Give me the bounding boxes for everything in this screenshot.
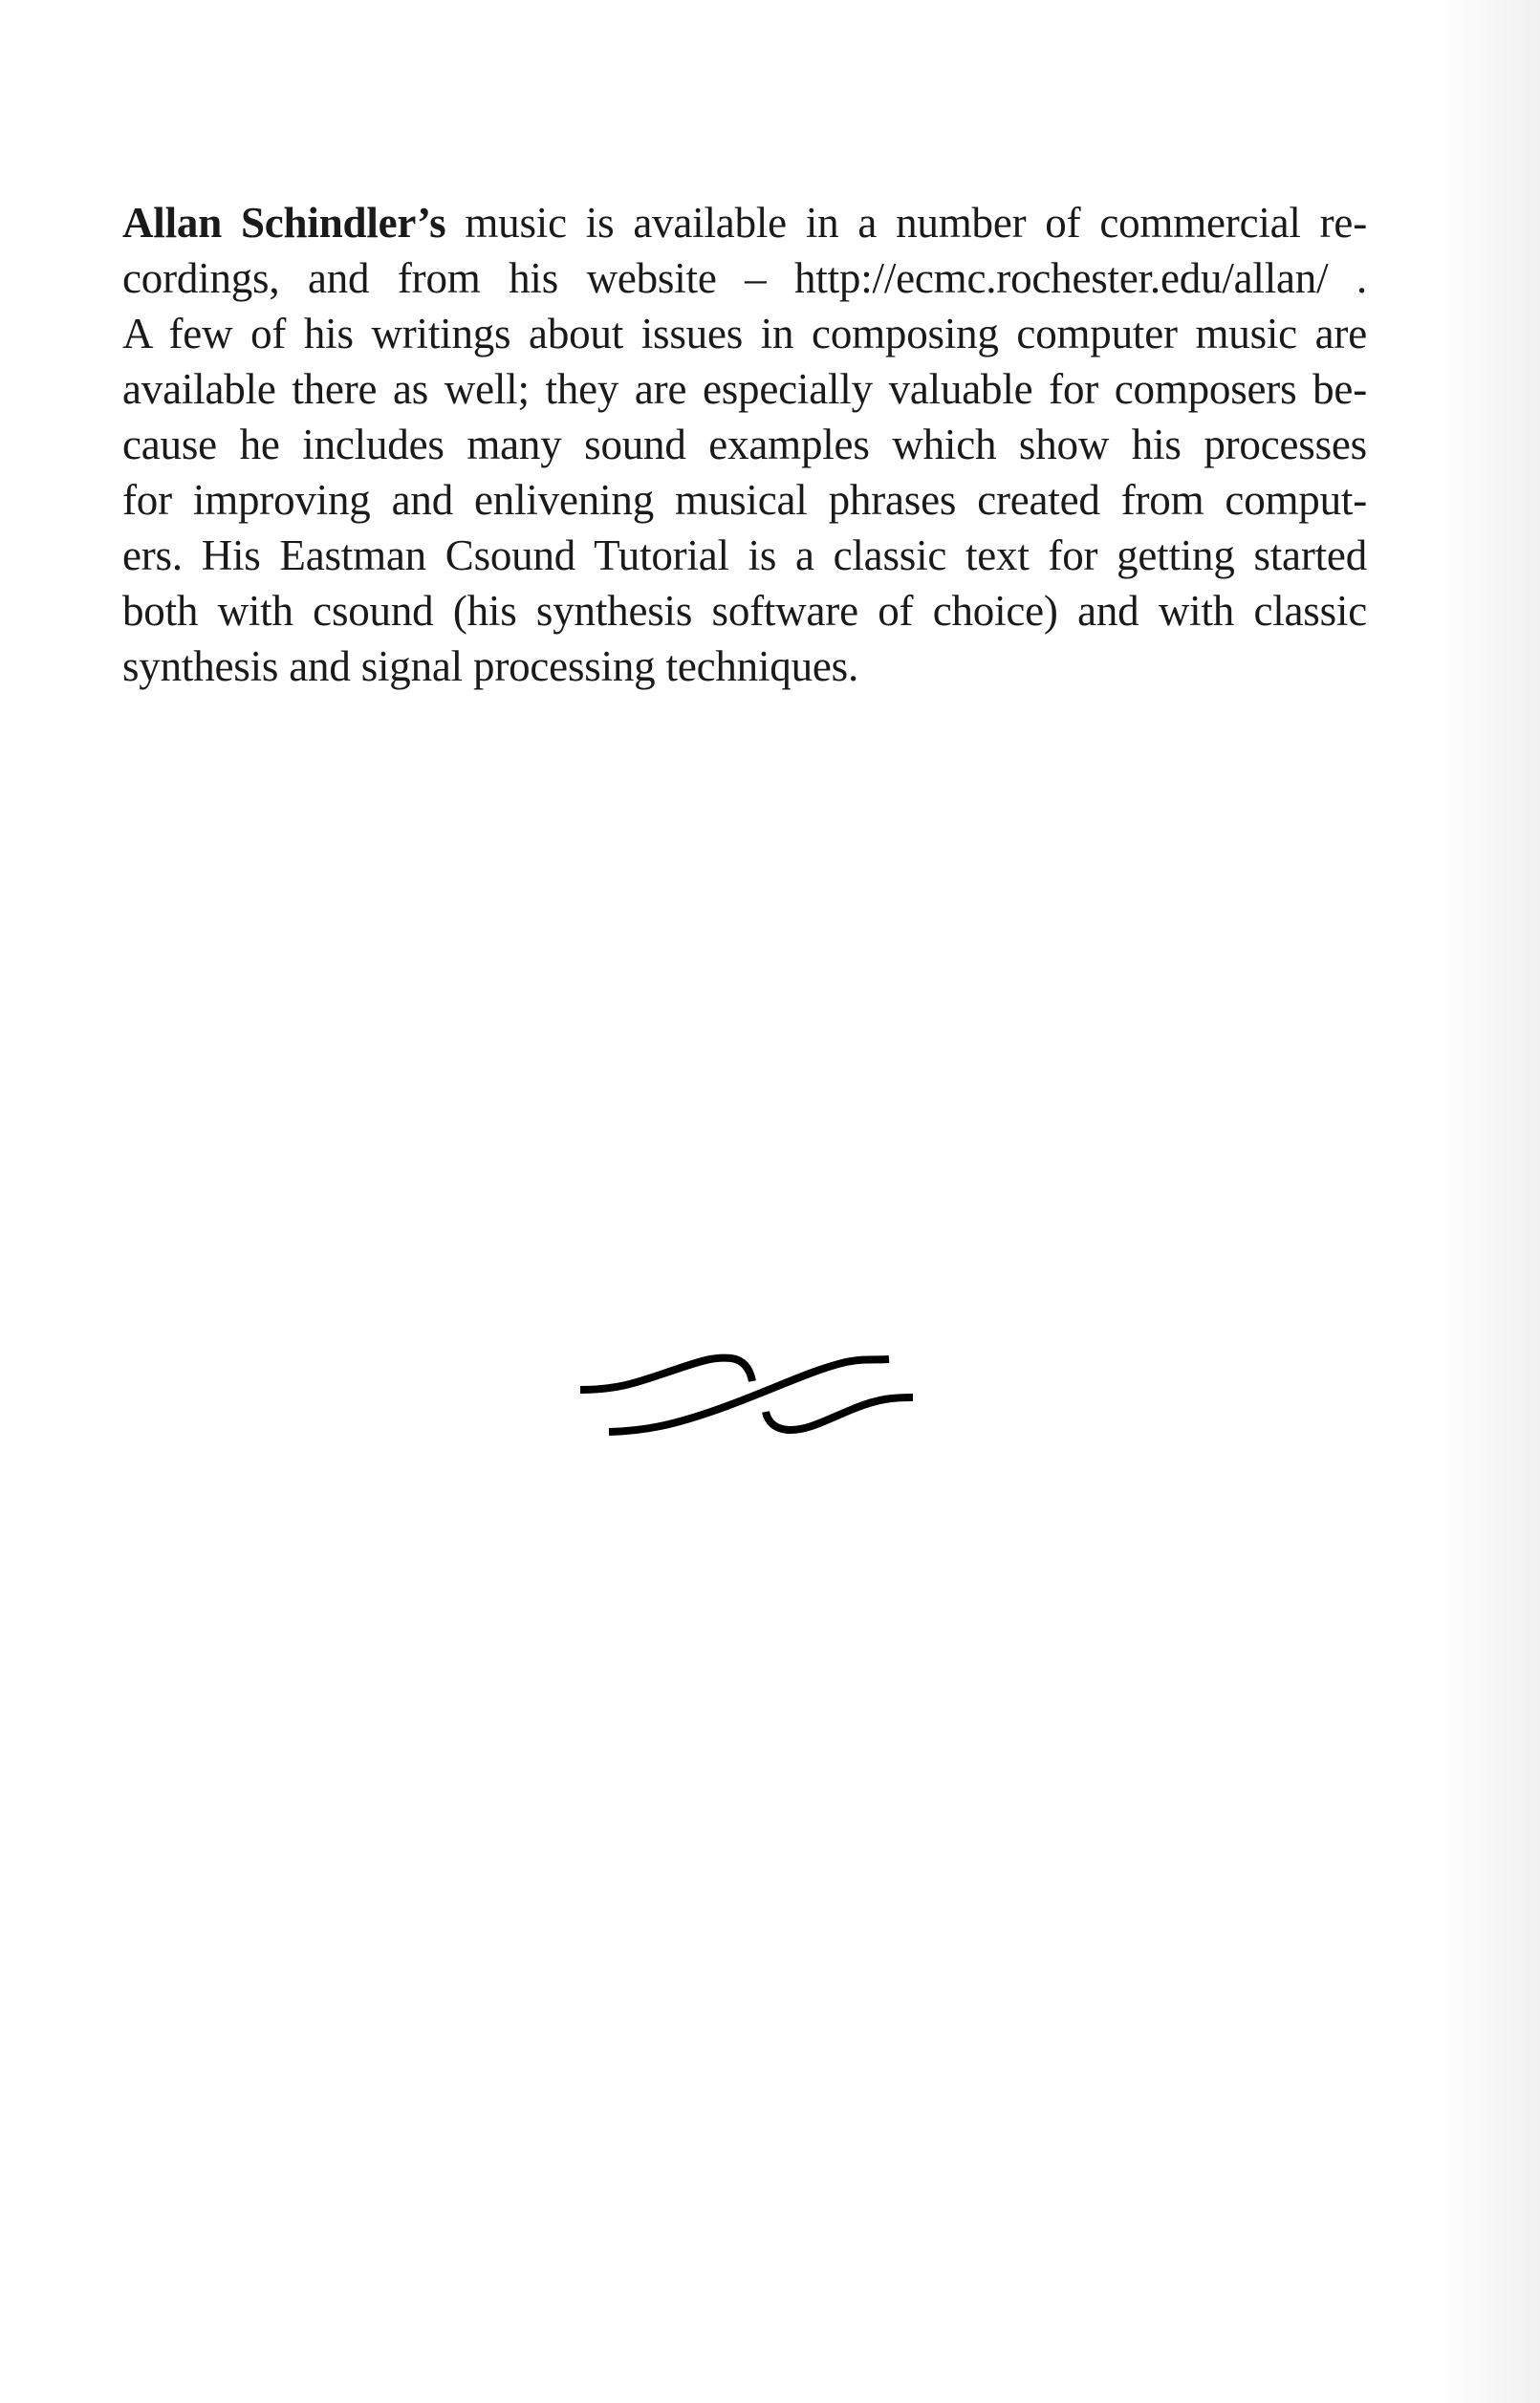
text-line-2: cordings, and from his website – http://ecmc.rochester.edu/allan/ . <box>122 254 1367 302</box>
text-line-1-rest: music is available in a number of commercial re- <box>445 199 1367 247</box>
page-edge-shadow <box>1435 0 1540 2403</box>
text-line-9: synthesis and signal processing techniques. <box>122 642 859 690</box>
text-line-1 <box>122 195 1367 250</box>
text-line-6: for improving and enlivening musical phrases created from comput- <box>122 476 1367 524</box>
body-paragraph <box>122 195 1367 694</box>
text-line-3: A few of his writings about issues in composing computer music are <box>122 310 1367 357</box>
text-line-4: available there as well; they are especially valuable for composers be- <box>122 365 1367 413</box>
wave-divider-svg <box>578 1333 913 1443</box>
text-line-5: cause he includes many sound examples which show his processes <box>122 421 1367 468</box>
author-name: Allan Schindler’s <box>122 199 446 247</box>
text-line-7: ers. His Eastman Csound Tutorial is a classic text for getting started <box>122 531 1367 579</box>
text-line-8: both with csound (his synthesis software of choice) and with classic <box>122 587 1367 635</box>
wave-divider-icon <box>578 1333 913 1443</box>
